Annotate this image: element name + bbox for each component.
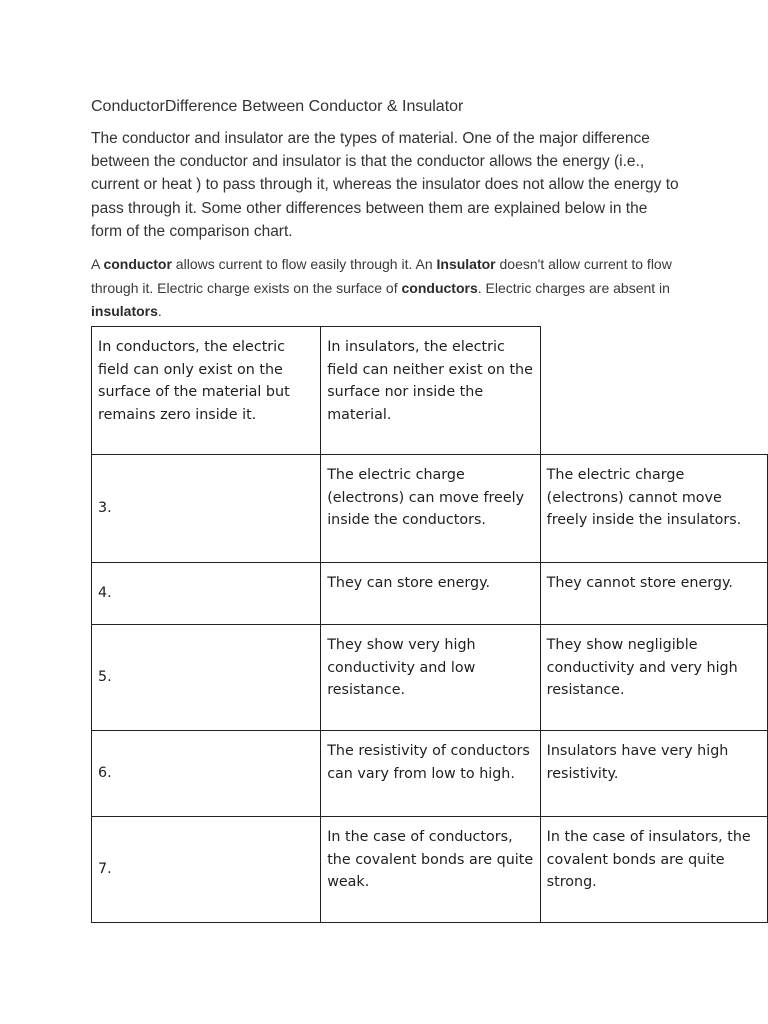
summary-text: . Electric charges are absent in	[477, 279, 670, 296]
table-cell: They show negligible conductivity and very high resistance.	[540, 625, 767, 731]
table-cell: In insulators, the electric field can neither exist on the surface nor inside the material.	[321, 327, 540, 455]
table-cell: They cannot store energy.	[540, 563, 767, 625]
summary-text: .	[157, 303, 162, 319]
row-number: 6.	[92, 731, 321, 817]
table-cell: In the case of insulators, the covalent bonds are quite strong.	[540, 817, 767, 923]
table-row	[92, 327, 768, 455]
summary-term-conductors: conductors	[401, 279, 478, 296]
summary-term-conductor: conductor	[103, 256, 172, 272]
summary-text: allows current to flow easily through it. An	[171, 256, 437, 272]
page-title: ConductorDifference Between Conductor & Insulator	[91, 98, 464, 115]
table-row	[92, 563, 768, 625]
intro-paragraph: The conductor and insulator are the types of material. One of the major difference between the conductor and insulator is that the conductor allows the energy (i.e., current or heat ) to pass through it, whereas the insulator does not allow the energy to pass through it. Some other differences between them are explained below in the form of the comparison chart.	[91, 130, 679, 240]
comparison-table	[91, 326, 768, 923]
table-cell: The electric charge (electrons) cannot move freely inside the insulators.	[540, 455, 767, 563]
table-cell: In the case of conductors, the covalent bonds are quite weak.	[321, 817, 540, 923]
summary-text: A	[91, 256, 104, 272]
summary-term-insulator: Insulator	[436, 256, 496, 272]
table-row	[92, 625, 768, 731]
table-cell: In conductors, the electric field can only exist on the surface of the material but remains zero inside it.	[92, 327, 321, 455]
table-row	[92, 455, 768, 563]
table-row	[92, 731, 768, 817]
summary-paragraph	[91, 253, 681, 324]
row-number: 7.	[92, 817, 321, 923]
row-number: 5.	[92, 625, 321, 731]
summary-text: doesn't allow current to flow through it. Electric charge exists on the surface of	[91, 256, 672, 296]
table-row	[92, 817, 768, 923]
row-number: 3.	[92, 455, 321, 563]
summary-term-insulators: insulators	[91, 303, 158, 319]
table-cell: They show very high conductivity and low resistance.	[321, 625, 540, 731]
table-cell: The resistivity of conductors can vary from low to high.	[321, 731, 540, 817]
table-cell: Insulators have very high resistivity.	[540, 731, 767, 817]
table-cell-empty	[540, 327, 767, 455]
row-number: 4.	[92, 563, 321, 625]
table-cell: The electric charge (electrons) can move freely inside the conductors.	[321, 455, 540, 563]
table-cell: They can store energy.	[321, 563, 540, 625]
